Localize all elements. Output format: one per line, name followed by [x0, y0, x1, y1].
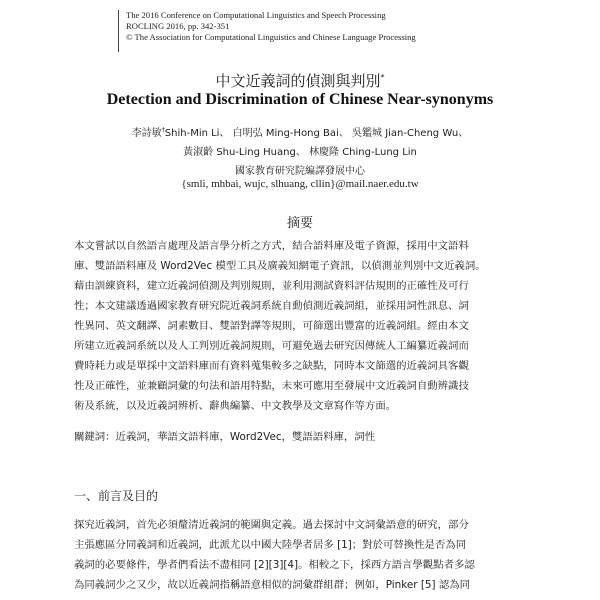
keywords-line: 關鍵詞：近義詞，華語文語料庫，Word2Vec，雙語語料庫，詞性 [74, 431, 376, 443]
author-sep: 、 [295, 147, 306, 158]
title-english: Detection and Discrimination of Chinese Near-synonyms [106, 91, 494, 108]
author-sep: 、 [338, 128, 349, 139]
conference-proceedings: ROCLING 2016, pp. 342-351 [126, 21, 230, 31]
section-heading-introduction: 一、前言及目的 [74, 489, 159, 503]
keywords [74, 427, 530, 447]
author-sep: 、 [458, 128, 469, 139]
abstract-line: 費時耗力或是單採中文語料庫而有資料蒐集較多之缺點，同時本文篩選的近義詞具客觀 [74, 360, 469, 372]
conference-name: The 2016 Conference on Computational Linguistics and Speech Processing [126, 10, 386, 20]
title-chinese-text: 中文近義詞的偵測與判別 [215, 72, 381, 90]
copyright-notice: © The Association for Computational Linguistics and Chinese Language Processing [126, 32, 416, 42]
body-line: 義詞的必要條件，學者們看法不盡相同 [2][3][4]。相較之下，採西方語言學觀點者多認 [74, 559, 475, 571]
author-latin: Jian-Cheng Wu [385, 128, 459, 139]
conference-header [126, 10, 416, 43]
author-mark: † [161, 126, 165, 134]
author-sep: 、 [219, 128, 230, 139]
body-line: 主張應區分同義詞和近義詞，此派尤以中國大陸學者居多 [1]；對於可替換性是否為同 [74, 539, 467, 551]
abstract-body [74, 236, 530, 416]
author-name: 吳鑑城 [352, 128, 382, 139]
authors-line-2 [0, 143, 600, 158]
title-footnote-mark: * [380, 73, 385, 82]
author-name: 李詩敏 [131, 128, 162, 139]
abstract-line: 藉由訓練資料，建立近義詞偵測及判別規則，並利用測試資料評估規則的正確性及可行 [74, 280, 469, 292]
authors-line-1 [0, 124, 600, 139]
abstract-line: 性異同、英文翻譯、詞素數目、雙語對譯等規則，可篩選出豐富的近義詞組。經由本文 [74, 320, 469, 332]
author-latin: Ching-Lung Lin [342, 147, 417, 158]
body-line: 為同義詞少之又少，故以近義詞指稱語意相似的詞彙群組群；例如，Pinker [5] 認為同 [74, 579, 471, 591]
author [352, 128, 468, 139]
abstract-line: 本文嘗試以自然語言處理及語言學分析之方式，結合語料庫及電子資源，採用中文語料 [74, 240, 469, 252]
abstract-line: 庫、雙語語料庫及 Word2Vec 模型工具及廣義知網電子資訊，以偵測並判別中文近義詞。 [74, 260, 486, 272]
author-name: 白明弘 [232, 128, 263, 139]
introduction-body [74, 515, 530, 595]
author [132, 128, 230, 139]
author-latin: Ming-Hong Bai [265, 128, 339, 139]
author-latin: Shih-Min Li [164, 128, 220, 139]
author-name: 林慶隆 [309, 147, 340, 158]
title-chinese [0, 70, 600, 91]
affiliation: 國家教育研究院編譯發展中心 [235, 166, 365, 177]
abstract-line: 所建立近義詞系統以及人工判別近義詞規則，可避免過去研究因傳統人工編纂近義詞而 [74, 340, 469, 352]
author [183, 147, 306, 158]
author-latin: Shu-Ling Huang [216, 147, 296, 158]
header-rule [118, 10, 119, 52]
abstract-line: 術及系統，以及近義詞辨析、辭典編纂、中文教學及文章寫作等方面。 [74, 400, 397, 412]
body-line: 探究近義詞，首先必須釐清近義詞的範圍與定義。過去探討中文詞彙語意的研究，部分 [74, 519, 469, 531]
author [309, 147, 417, 158]
abstract-line: 性及正確性，並兼顧詞彙的句法和語用特點，未來可應用至發展中文近義詞自動辨識技 [74, 380, 469, 392]
abstract-heading: 摘要 [286, 216, 313, 231]
author-emails: {smli, mhbai, wujc, slhuang, cllin}@mail.naer.edu.tw [181, 178, 419, 190]
abstract-line: 性；本文建議透過國家教育研究院近義詞系統自動偵測近義詞組，並採用詞性訊息、詞 [74, 300, 469, 312]
author [233, 128, 349, 139]
author-name: 黃淑齡 [183, 147, 214, 158]
